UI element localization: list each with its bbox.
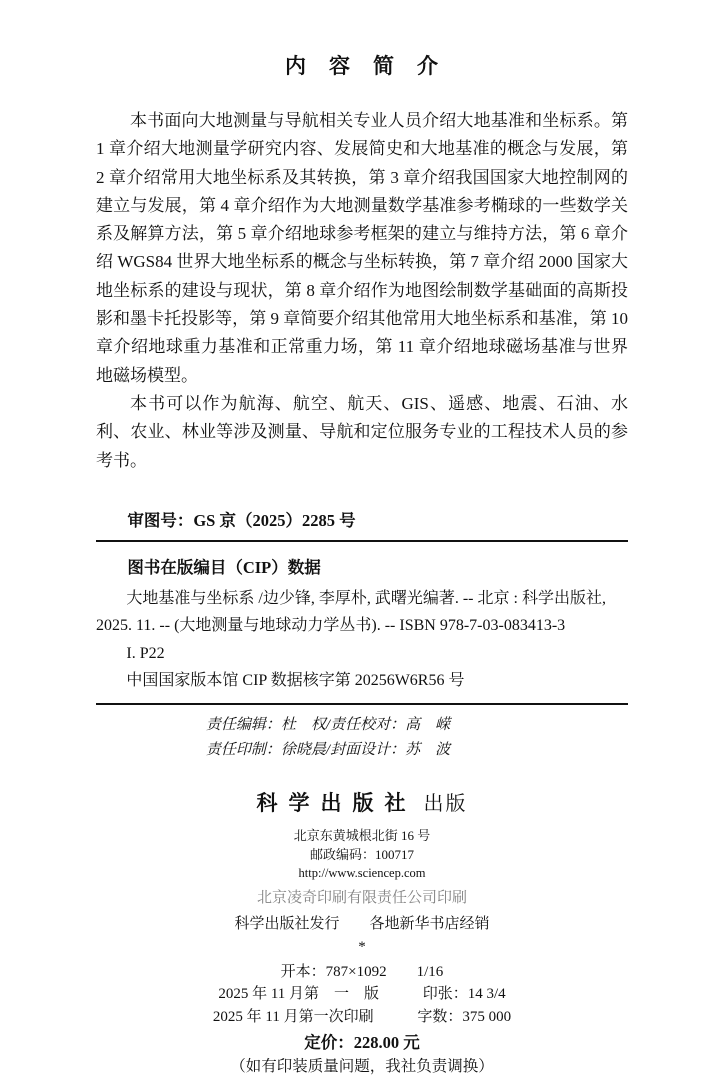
cip-block <box>96 585 628 695</box>
divider-rule-bottom <box>96 703 628 705</box>
wordcount-text: 字数：375 000 <box>417 1009 512 1026</box>
edition-row <box>96 983 628 1006</box>
cip-header: 图书在版编目（CIP）数据 <box>127 557 321 577</box>
quality-notice: （如有印装质量问题，我社负责调换） <box>230 1058 494 1076</box>
publisher-name-script: 科学出版社 <box>256 791 417 816</box>
intro-paragraph-1: 本书面向大地测量与导航相关专业人员介绍大地基准和坐标系。第 1 章介绍大地测量学研究内容、发展简史和大地基准的概念与发展，第 2 章介绍常用大地坐标系及其转换，第 3 章介绍我国国家大地控制网的建立与发展，第 4 章介绍作为大地测量数学基准参考椭球的一些数学关系及解算方法，第 5 章介绍地球参考框架的建立与维持方法，第 6 章介绍 WGS84 世界大地坐标系的概念与坐标转换，第 7 章介绍 2000 国家大地坐标系的建设与现状，第 8 章介绍作为地图绘制数学基础面的高斯投影和墨卡托投影等，第 9 章简要介绍其他常用大地坐标系和基准，第 10 章介绍地球重力基准和正常重力场，第 11 章介绍地球磁场基准与世界地磁场模型。 <box>96 111 628 385</box>
format-line: 开本：787×1092 1/16 <box>280 964 444 981</box>
distribution-line: 科学出版社发行 各地新华书店经销 <box>234 916 490 933</box>
staff-credits-line: 责任编辑：杜 权/责任校对：高 嵘 <box>205 717 451 734</box>
cip-line: 2025. 11. -- (大地测量与地球动力学丛书). -- ISBN 978-7-03-083413-3 <box>96 617 566 635</box>
publisher-postcode: 邮政编码：100717 <box>309 847 414 863</box>
staff-credits-line: 责任印制：徐晓晨/封面设计：苏 波 <box>205 741 451 758</box>
printer-line: 北京凌奇印刷有限责任公司印刷 <box>256 890 467 907</box>
price-line: 定价：228.00 元 <box>304 1033 420 1053</box>
intro-title: 内 容 简 介 <box>285 54 439 78</box>
printing-text: 2025 年 11 月第一次印刷 <box>212 1009 374 1026</box>
map-approval-number: 审图号：GS 京（2025）2285 号 <box>127 510 356 530</box>
colophon <box>96 787 628 1079</box>
cip-line: 大地基准与坐标系 /边少锋, 李厚朴, 武曙光编著. -- 北京 : 科学出版社, <box>126 589 606 607</box>
printing-row <box>96 1006 628 1029</box>
publisher-url: http://www.sciencep.com <box>298 866 426 881</box>
publisher-address: 北京东黄城根北街 16 号 <box>293 828 431 844</box>
sheets-text: 印张：14 3/4 <box>422 986 506 1003</box>
publisher-suffix: 出版 <box>423 793 468 816</box>
cip-line: I. P22 <box>126 644 165 662</box>
intro-paragraph-2: 本书可以作为航海、航空、航天、GIS、遥感、地震、石油、水利、农业、林业等涉及测量、导航和定位服务专业的工程技术人员的参考书。 <box>96 393 628 470</box>
publisher-imprint <box>96 787 628 817</box>
separator-star: * <box>358 939 366 956</box>
cip-line: 中国国家版本馆 CIP 数据核字第 20256W6R56 号 <box>126 672 465 690</box>
divider-rule-top <box>96 540 628 542</box>
staff-credits <box>62 713 594 762</box>
edition-text: 2025 年 11 月第 一 版 <box>218 986 380 1003</box>
